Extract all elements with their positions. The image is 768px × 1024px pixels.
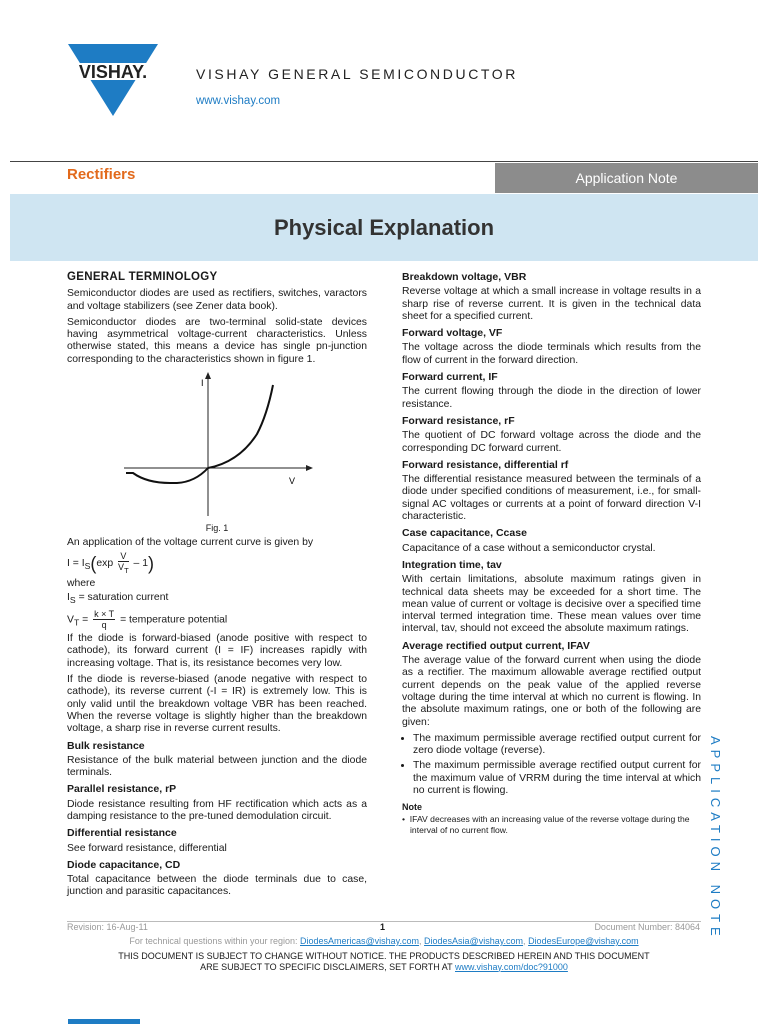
- section-heading: GENERAL TERMINOLOGY: [67, 271, 218, 283]
- paragraph: Diode resistance resulting from HF rectification which acts as a damping resistance to the pre-tuned demodulation circuit.: [67, 798, 367, 822]
- vishay-logo[interactable]: [66, 42, 160, 118]
- side-label: APPLICATION NOTE: [708, 736, 723, 941]
- disclaimer: THIS DOCUMENT IS SUBJECT TO CHANGE WITHOUT NOTICE. THE PRODUCTS DESCRIBED HEREIN AND THIS DOCUMENT ARE SUBJECT TO SPECIFIC DISCLAIMERS, SET FORTH AT www.vishay.com/doc?91000: [118, 951, 650, 972]
- doc-type-banner: Application Note: [495, 163, 758, 193]
- company-name: VISHAY GENERAL SEMICONDUCTOR: [196, 66, 518, 82]
- website-link[interactable]: www.vishay.com: [196, 95, 281, 107]
- support-contacts: For technical questions within your region: DiodesAmericas@vishay.com, DiodesAsia@vishay.com, DiodesEurope@vishay.com: [129, 936, 639, 946]
- term-heading: Differential resistance: [67, 827, 177, 840]
- right-column: [402, 271, 701, 836]
- vi-characteristic-figure: [67, 370, 367, 520]
- list-item: • The maximum permissible average rectified output current for the maximum value of VRRM during the time interval at which no current is flowing.: [413, 760, 701, 797]
- term-heading: Bulk resistance: [67, 739, 145, 752]
- paragraph: Reverse voltage at which a small increase in voltage results in a sharp rise of reverse current. It is given in the technical data sheet for a specified current.: [402, 286, 701, 322]
- paragraph: Total capacitance between the diode terminals due to case, junction and parasitic capacitances.: [67, 874, 367, 898]
- revision-label: Revision: 16-Aug-11: [67, 922, 148, 932]
- term-heading: Case capacitance, Ccase: [402, 527, 527, 540]
- y-axis-arrow: [205, 372, 211, 379]
- x-axis-arrow: [306, 465, 313, 471]
- term-heading: Forward resistance, rF: [402, 414, 515, 427]
- paragraph: The quotient of DC forward voltage across the diode and the corresponding DC forward current.: [402, 430, 701, 454]
- term-heading: Forward current, IF: [402, 371, 498, 384]
- vt-definition: $V_T$ = $\frac{k \times T}{q}$ = temperature potential: [67, 609, 228, 631]
- figure-caption: Fig. 1: [205, 523, 229, 534]
- page-number: 1: [380, 922, 386, 932]
- page-title: Physical Explanation: [273, 214, 495, 240]
- term-heading: Integration time, tav: [402, 558, 502, 571]
- logo-text: VISHAY.: [78, 62, 148, 82]
- ratings-list: [402, 733, 701, 797]
- email-europe-link[interactable]: DiodesEurope@vishay.com: [528, 936, 639, 946]
- paragraph: If the diode is reverse-biased (anode negative with respect to cathode), its reverse current (-I = IR) is extremely low. This is only valid until the breakdown voltage VBR has been reached. When the reverse voltage is slightly higher than the breakdown voltage, a sharp rise in reverse current results.: [67, 674, 367, 735]
- term-heading: Forward voltage, VF: [402, 327, 503, 340]
- paragraph: The average value of the forward current when using the diode as a rectifier. The maximum allowable average rectified output current depends on the peak value of the applied reverse voltage during the time interval at which no current is flowing. In the absolute maximum ratings, one or both of the following are given:: [402, 655, 701, 728]
- category-label: Rectifiers: [67, 166, 136, 183]
- header-divider: [10, 161, 758, 162]
- document-number: Document Number: 84064: [594, 922, 700, 932]
- paragraph: With certain limitations, absolute maximum ratings given in technical data sheets may be exceeded for a short time. The mean value of current or voltage is decisive over a specified time interval termed integration time. These mean values over time interval, tav, should not exceed the absolute maximum ratings.: [402, 574, 701, 635]
- paragraph: The differential resistance measured between the terminals of a diode under specified conditions of measurement, i.e., for small-signal AC voltages or currents at a point of forward direction V-I characteristic.: [402, 474, 701, 523]
- diode-equation: $I = I_S(\exp$ $\frac{V}{V_T}$ – 1): [67, 550, 154, 575]
- left-column: [67, 271, 367, 903]
- vi-curve-graph: [67, 370, 367, 520]
- axis-label-v: V: [289, 476, 296, 487]
- paragraph: See forward resistance, differential: [67, 842, 227, 854]
- paragraph: Capacitance of a case without a semiconductor crystal.: [402, 542, 656, 554]
- term-heading: Diode capacitance, CD: [67, 858, 181, 871]
- where-label: where: [67, 578, 96, 590]
- paragraph: Semiconductor diodes are used as rectifiers, switches, varactors and voltage stabilizers (see Zener data book).: [67, 288, 367, 312]
- note-item: • IFAV decreases with an increasing value of the reverse voltage during the interval of no current flow.: [402, 813, 690, 835]
- email-asia-link[interactable]: DiodesAsia@vishay.com: [424, 936, 524, 946]
- axis-label-i: I: [201, 378, 204, 389]
- footer-accent-bar: [68, 1019, 140, 1024]
- paragraph: An application of the voltage current curve is given by: [67, 537, 314, 549]
- term-heading: Parallel resistance, rP: [67, 783, 177, 796]
- email-americas-link[interactable]: DiodesAmericas@vishay.com: [300, 936, 420, 946]
- paragraph: Semiconductor diodes are two-terminal solid-state devices having asymmetrical voltage-current characteristics. Unless otherwise stated, this means a device has single pn-junction corresponding to the characteristics shown in figure 1.: [67, 316, 367, 365]
- paragraph: The voltage across the diode terminals which results from the flow of current in the forward direction.: [402, 342, 701, 366]
- term-heading: Breakdown voltage, VBR: [402, 271, 527, 283]
- paragraph: The current flowing through the diode in the direction of lower resistance.: [402, 386, 701, 410]
- title-banner: [10, 194, 758, 261]
- is-definition: $I_S$ = saturation current: [67, 591, 169, 605]
- paragraph: Resistance of the bulk material between junction and the diode terminals.: [67, 754, 367, 779]
- list-item: • The maximum permissible average rectified output current for zero diode voltage (reverse).: [413, 733, 701, 758]
- paragraph: If the diode is forward-biased (anode positive with respect to cathode), its forward current (I = IF) increases rapidly with increasing voltage. That is, its resistance becomes very low.: [67, 633, 367, 669]
- disclaimer-link[interactable]: www.vishay.com/doc?91000: [455, 961, 568, 972]
- note-heading: Note: [402, 802, 422, 813]
- term-heading: Average rectified output current, IFAV: [402, 639, 590, 652]
- term-heading: Forward resistance, differential rf: [402, 458, 569, 471]
